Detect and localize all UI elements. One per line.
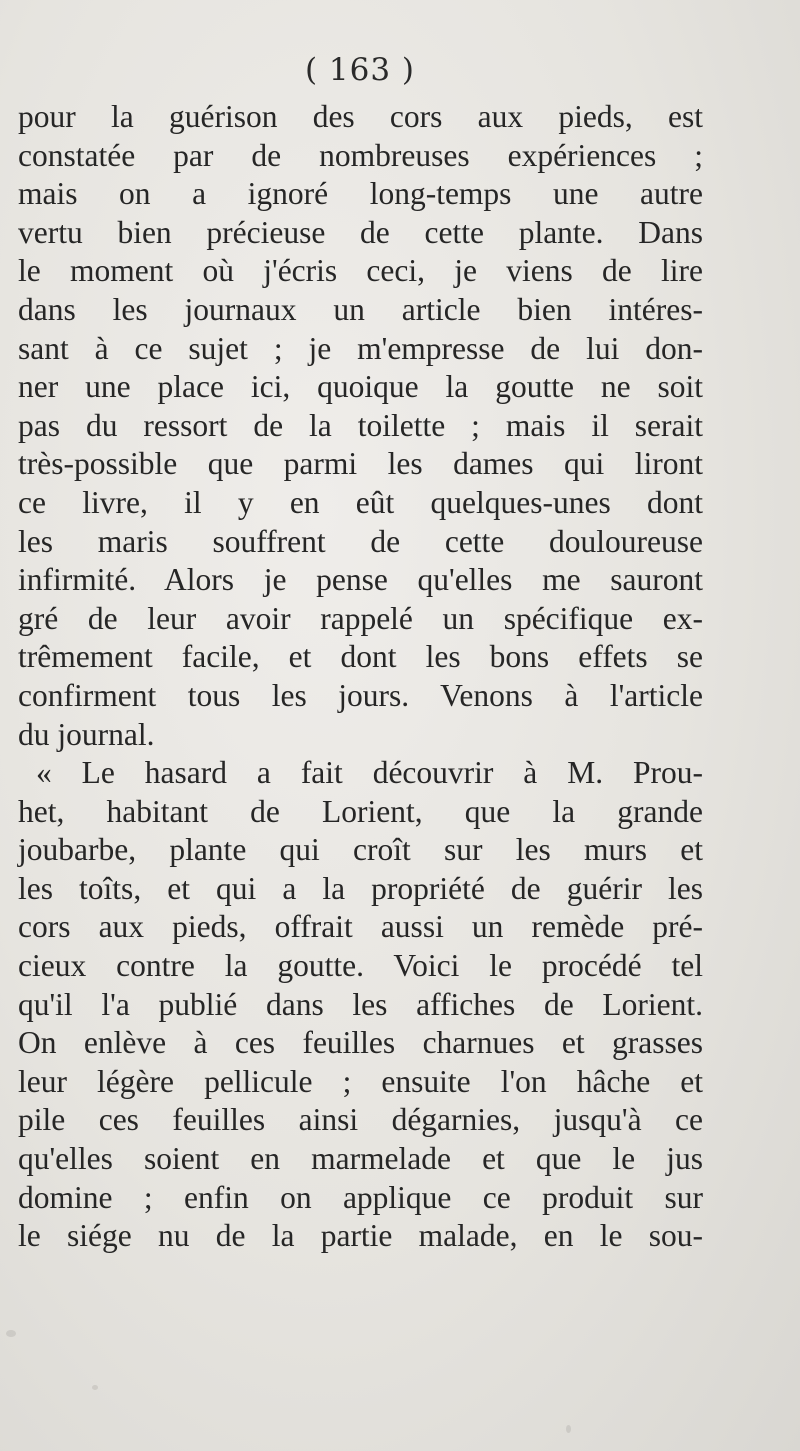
- body-text: [18, 98, 703, 1256]
- text-line: joubarbe, plante qui croît sur les murs et: [18, 832, 703, 868]
- text-line: ce livre, il y en eût quelques-unes dont: [18, 484, 703, 520]
- page-number-header: ( 163 ): [304, 52, 416, 88]
- paper-speck: [6, 1330, 16, 1337]
- text-line: mais on a ignoré long-temps une autre: [18, 176, 703, 212]
- text-line: pour la guérison des cors aux pieds, est: [18, 99, 703, 134]
- text-line: dans les journaux un article bien intéres-: [18, 291, 703, 327]
- text-line: ner une place ici, quoique la goutte ne soit: [18, 369, 703, 405]
- text-line: cieux contre la goutte. Voici le procédé tel: [18, 948, 703, 984]
- paper-speck: [566, 1425, 571, 1433]
- text-line: confirment tous les jours. Venons à l'article: [18, 677, 703, 713]
- text-line: domine ; enfin on applique ce produit sur: [18, 1179, 703, 1215]
- paper-speck: [92, 1385, 98, 1390]
- text-line: pile ces feuilles ainsi dégarnies, jusqu'à ce: [18, 1102, 703, 1138]
- text-line: les toîts, et qui a la propriété de guérir les: [18, 870, 703, 906]
- text-line: gré de leur avoir rappelé un spécifique ex-: [18, 600, 703, 636]
- text-line: très-possible que parmi les dames qui liront: [18, 446, 703, 482]
- text-line: « Le hasard a fait découvrir à M. Prou-: [36, 755, 703, 791]
- text-line: pas du ressort de la toilette ; mais il serait: [18, 407, 703, 443]
- text-line: le siége nu de la partie malade, en le sou-: [18, 1218, 703, 1254]
- text-line: qu'il l'a publié dans les affiches de Lorient.: [18, 986, 703, 1022]
- text-line: het, habitant de Lorient, que la grande: [18, 793, 703, 829]
- text-line: qu'elles soient en marmelade et que le jus: [18, 1141, 703, 1177]
- text-line: trêmement facile, et dont les bons effets se: [18, 639, 703, 675]
- text-line: On enlève à ces feuilles charnues et grasses: [18, 1025, 703, 1061]
- text-line: les maris souffrent de cette douloureuse: [18, 523, 703, 559]
- text-line: du journal.: [18, 716, 155, 752]
- text-line: vertu bien précieuse de cette plante. Dans: [18, 214, 703, 250]
- text-line: sant à ce sujet ; je m'empresse de lui don-: [18, 330, 703, 366]
- text-line: le moment où j'écris ceci, je viens de lire: [18, 253, 703, 289]
- text-line: cors aux pieds, offrait aussi un remède pré-: [18, 909, 703, 945]
- text-line: constatée par de nombreuses expériences ;: [18, 137, 703, 173]
- text-line: leur légère pellicule ; ensuite l'on hâche et: [18, 1063, 703, 1099]
- text-line: infirmité. Alors je pense qu'elles me sauront: [18, 562, 703, 598]
